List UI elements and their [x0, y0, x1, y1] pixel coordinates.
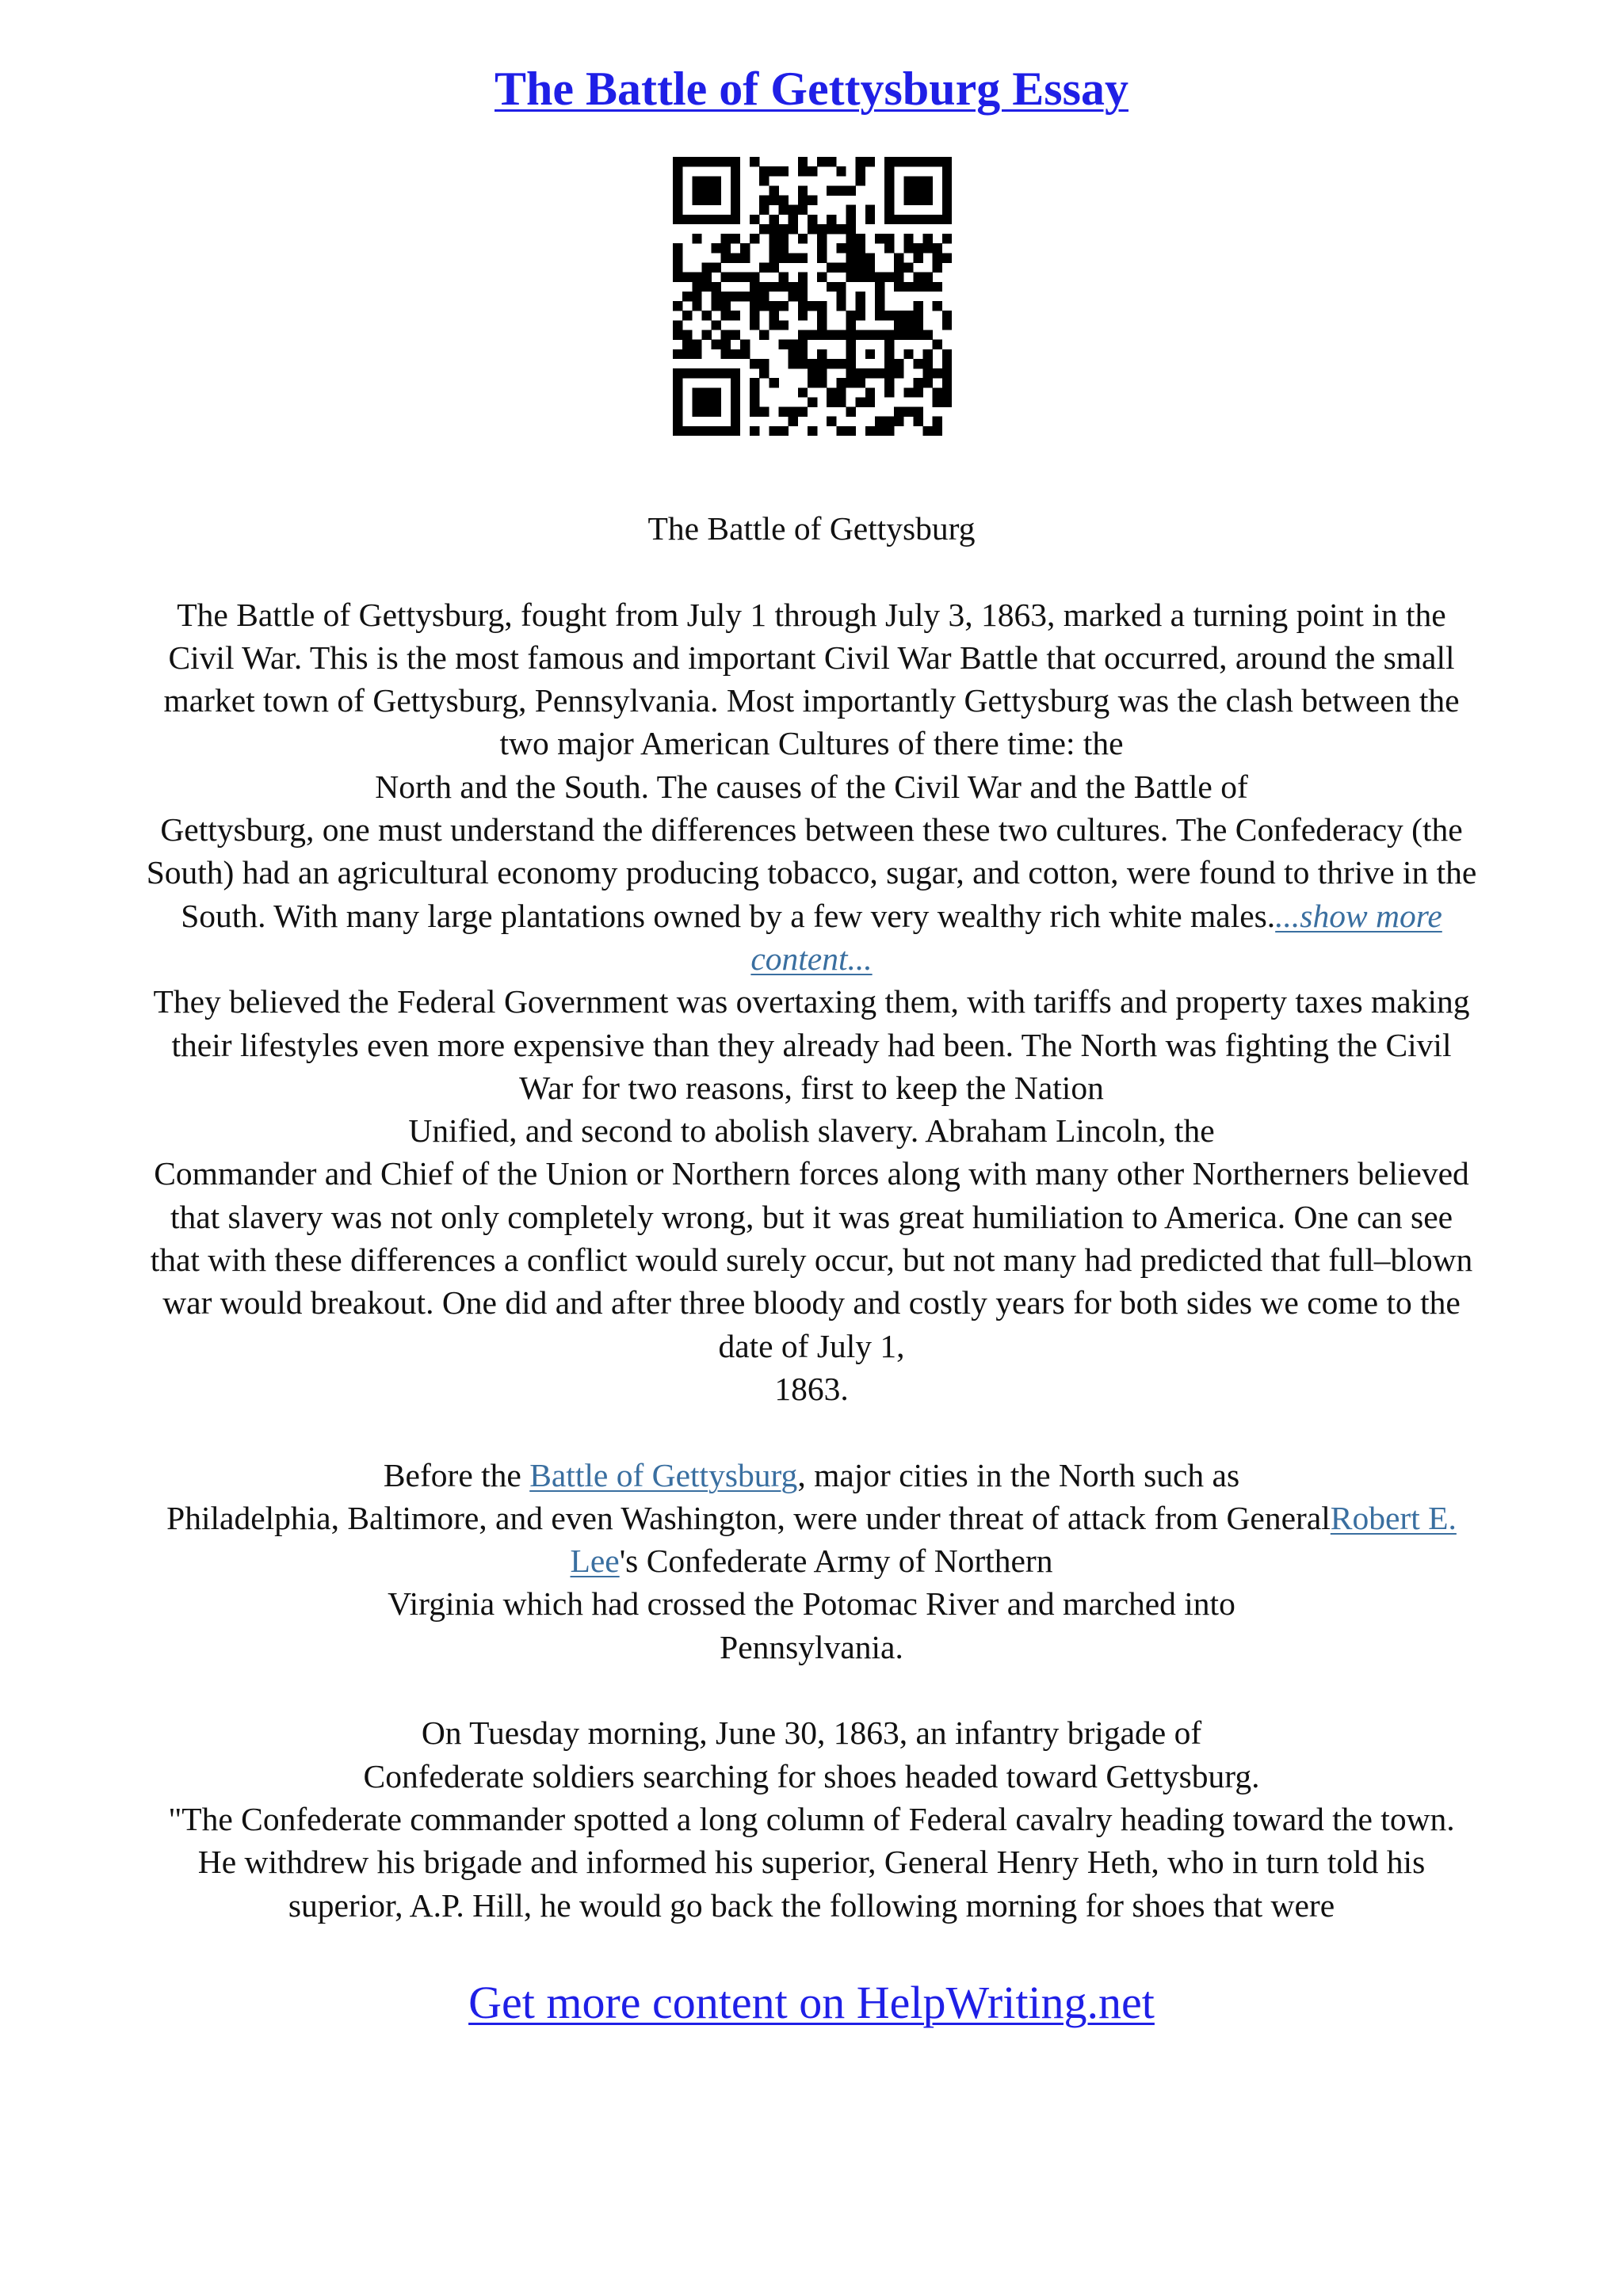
paragraph-line: Unified, and second to abolish slavery. Abraham Lincoln, the	[408, 1112, 1215, 1150]
paragraph-line: superior, A.P. Hill, he would go back the following morning for shoes that were	[288, 1886, 1335, 1924]
paragraph-line: South) had an agricultural economy producing tobacco, sugar, and cotton, were found to thrive in the	[146, 854, 1477, 891]
paragraph-line	[55, 937, 1568, 980]
qr-code-icon	[673, 157, 952, 436]
essay-heading: The Battle of Gettysburg	[647, 510, 976, 547]
paragraph-line-text: Philadelphia, Baltimore, and even Washington, were under threat of attack from General	[166, 1499, 1331, 1536]
paragraph-line: war would breakout. One did and after three bloody and costly years for both sides we come to the	[162, 1284, 1461, 1322]
paragraph-line: Pennsylvania.	[720, 1628, 903, 1665]
paragraph-line	[55, 894, 1568, 937]
paragraph-line-text: 's Confederate Army of Northern	[619, 1543, 1053, 1580]
document-title	[0, 57, 1623, 120]
paragraph-line: He withdrew his brigade and informed his superior, General Henry Heth, who in turn told his	[197, 1844, 1426, 1881]
show-more-link[interactable]: ...show more	[1275, 897, 1442, 934]
paragraph-line: Confederate soldiers searching for shoes headed toward Gettysburg.	[363, 1757, 1260, 1794]
paragraph-line: that slavery was not only completely wrong, but it was great humiliation to America. One can see	[170, 1198, 1453, 1235]
paragraph-line-text: South. With many large plantations owned by a few very wealthy rich white males.	[181, 897, 1276, 934]
paragraph-line: Virginia which had crossed the Potomac River and marched into	[388, 1585, 1235, 1623]
paragraph-line: their lifestyles even more expensive than they already had been. The North was fighting the Civil	[171, 1026, 1452, 1063]
show-more-link-continued[interactable]: content...	[750, 940, 873, 977]
paragraph-line: that with these differences a conflict would surely occur, but not many had predicted that full–blown	[150, 1241, 1473, 1279]
paragraph-line: North and the South. The causes of the Civil War and the Battle of	[375, 768, 1248, 805]
robert-e-lee-link-continued[interactable]: Lee	[570, 1543, 620, 1580]
paragraph-line	[55, 1539, 1568, 1582]
paragraph-line: War for two reasons, first to keep the Nation	[519, 1069, 1104, 1106]
get-more-content-link[interactable]: Get more content on HelpWriting.net	[468, 1977, 1155, 2028]
battle-of-gettysburg-link[interactable]: Battle of Gettysburg	[529, 1456, 798, 1493]
title-link[interactable]: The Battle of Gettysburg Essay	[495, 63, 1128, 115]
robert-e-lee-link[interactable]: Robert E.	[1330, 1499, 1457, 1536]
paragraph-line: two major American Cultures of there time: the	[499, 725, 1124, 762]
essay-body	[55, 507, 1568, 1927]
paragraph-line: market town of Gettysburg, Pennsylvania. Most importantly Gettysburg was the clash between the	[163, 682, 1460, 719]
paragraph-line: "The Confederate commander spotted a long column of Federal cavalry heading toward the town.	[168, 1800, 1455, 1837]
paragraph-line: Civil War. This is the most famous and important Civil War Battle that occurred, around the small	[168, 639, 1455, 676]
footer	[0, 1973, 1623, 2033]
paragraph-line: On Tuesday morning, June 30, 1863, an infantry brigade of	[421, 1714, 1202, 1752]
paragraph-line: date of July 1,	[718, 1327, 905, 1364]
paragraph-line: Gettysburg, one must understand the differences between these two cultures. The Confederacy (the	[160, 811, 1463, 849]
paragraph-line: The Battle of Gettysburg, fought from July 1 through July 3, 1863, marked a turning point in the	[177, 596, 1446, 633]
paragraph-line: Commander and Chief of the Union or Northern forces along with many other Northerners believed	[154, 1155, 1469, 1192]
paragraph-line: 1863.	[774, 1370, 849, 1407]
paragraph-line	[55, 1497, 1568, 1539]
paragraph-line: They believed the Federal Government was overtaxing them, with tariffs and property taxes making	[153, 983, 1470, 1020]
paragraph-line-text: Before the	[383, 1456, 530, 1493]
paragraph-line	[55, 1454, 1568, 1497]
paragraph-line-text: , major cities in the North such as	[797, 1456, 1240, 1493]
